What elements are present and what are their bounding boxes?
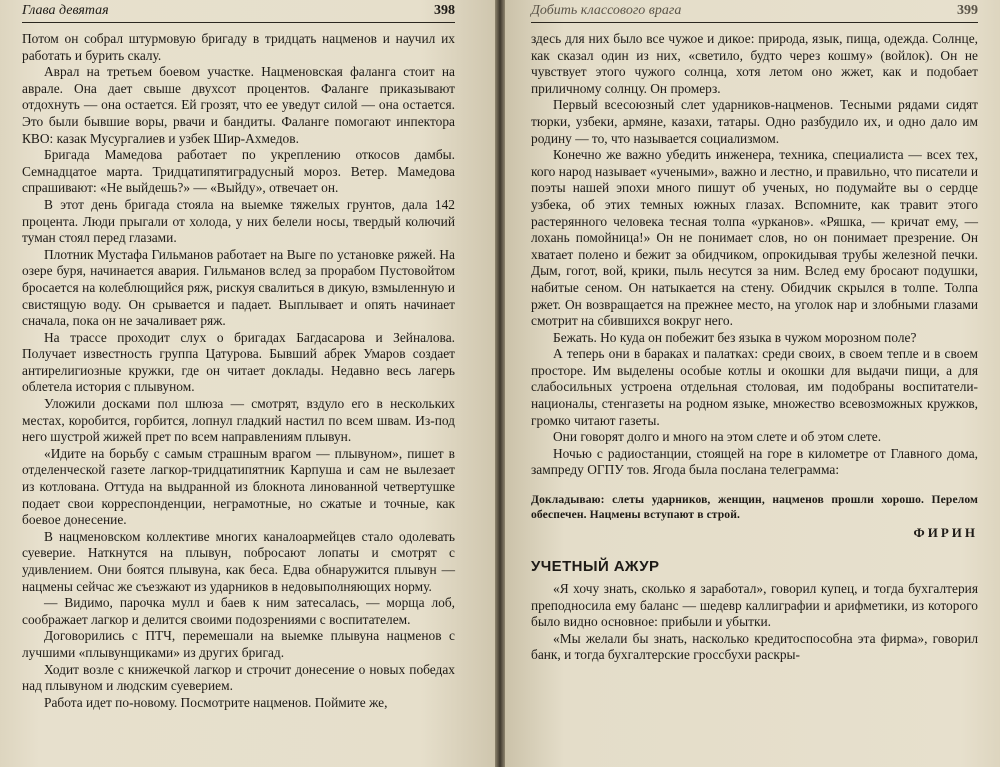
paragraph: Конечно же важно убедить инженера, техника, специалиста — всех тех, кого народ называет «учеными», важно и лестно, и правильно, что писатели и поэты нашей эпохи много пишут об ученых, но подумайте вы о сердце узбека, об этих темных южных глазах. Вспомните, как травит этого растерянного человека тесная толпа «урканов». «Ряшка, — кричат ему, — лохань помойница!» Он не понимает слов, но он понимает презрение. Он хватает полено и бежит за обидчиком, опрокидывая трубы железной печки. Дым, гогот, вой, крики, пыль несутся за ним. Вслед ему бросают подушки, набитые сеном. Он натыкается на стену. Обидчик скрылся в толпе. Толпа ржет. Он возвращается на прежнее место, на уголок нар и злобными глазами смотрит на сбившихся вокруг него. [531,147,978,329]
paragraph: «Идите на борьбу с самым страшным врагом — плывуном», пишет в отделенческой газете лагкор-тридцатипятник Карпуша и сам не вылезает из котлована. Оттуда на выдранной из блокнота линованной четвертушке подает свои корреспонденции, неграмотные, но сжатые и точные, как боевое донесение. [22,445,455,528]
right-body-text [531,31,978,664]
left-body-text [22,31,455,711]
paragraph: Первый всесоюзный слет ударников-нацменов. Тесными рядами сидят тюрки, узбеки, армяне, казахи, татары. Одно разбудило их, и одно дало им родину — то, что называется социализмом. [531,97,978,146]
book-gutter [495,0,505,767]
paragraph: Они говорят долго и много на этом слете и об этом слете. [553,429,882,445]
paragraph: здесь для них было все чужое и дикое: природа, язык, пища, одежда. Солнце, как сказал один из них, «светило, будто через кошму» (войлок). Он не чувствует этого чужого солнца, хотя летом оно жжет, как и подобает приличному солнцу. Он промерз. [531,31,978,96]
paragraph: Плотник Мустафа Гильманов работает на Выге по установке ряжей. На озере буря, начинается авария. Гильманов вслед за прорабом Пустовойтом бросается на колеблющийся ряж, рискуя свалиться в дикую, взмыленную и свистящую воду. Он срывается и падает. Выплывает и опять начинает сначала, пока он не зачаливает ряж. [22,246,455,329]
paragraph: В этот день бригада стояла на выемке тяжелых грунтов, дала 142 процента. Люди прыгали от холода, у них белели носы, твердый колючий туман стоял перед глазами. [22,196,455,246]
paragraph: «Мы желали бы знать, насколько кредитоспособна эта фирма», говорил банк, и тогда бухгалтерские гроссбухи раскры- [531,630,978,663]
paragraph: Ходит возле с книжечкой лагкор и строчит донесение о новых победах над плывуном и людским суеверием. [22,661,455,694]
paragraph: Потом он собрал штурмовую бригаду в тридцать нацменов и научил их работать и бурить скалу. [22,31,455,63]
section-title: УЧЕТНЫЙ АЖУР [531,558,660,576]
paragraph: Бежать. Но куда он побежит без языка в чужом морозном поле? [553,329,917,345]
paragraph: Бригада Мамедова работает по укреплению откосов дамбы. Семнадцатое марта. Тридцатипятиградусный мороз. Ветер. Мамедова спрашивают: «Не выйдешь?» — «Выйду», отвечает он. [22,147,455,196]
paragraph: На трассе проходит слух о бригадах Багдасарова и Зейналова. Получает известность группа Цатурова. Бывший абрек Умаров создает антирелигиозные кружки, где он читает доклады. Недавно весь лагерь облетела история с плывуном. [22,329,455,395]
signature: ФИРИН [913,525,978,541]
page-number: 399 [957,3,978,18]
paragraph: Уложили досками пол шлюза — смотрят, вздуло его в нескольких местах, коробится, горбится, лопнул гладкий настил по всем швам. Из-под него шустрой жижей прет по всем направлениям плывун. [22,396,455,445]
running-header-title: Добить классового врага [531,3,682,18]
page-number: 398 [434,3,455,18]
paragraph: Договорились с ПТЧ, перемешали на выемке плывуна нацменов с лучшими «плывунщиками» из других бригад. [22,628,455,660]
telegram-text: Докладываю: слеты ударников, женщин, нацменов прошли хорошо. Перелом обеспечен. Нацмены вступают в строй. [531,493,978,521]
paragraph: Аврал на третьем боевом участке. Нацменовская фаланга стоит на аврале. Она дает свыше двухсот процентов. Фаланге приказывают отдохнуть — она остается. Ей грозят, что ее уведут силой — она остается. Это были бывшие воры, рвачи и бандиты. Фаланге помогают инпектора КВО: казак Мусургалиев и узбек Шир-Ахмедов. [22,64,455,146]
paragraph: Ночью с радиостанции, стоящей на горе в километре от Главного дома, зампреду ОГПУ тов. Ягода была послана телеграмма: [531,445,978,478]
paragraph: А теперь они в бараках и палатках: среди своих, в своем тепле и в своем просторе. Им выделены особые котлы и окошки для выдачи пищи, а для слабосильных устроена отдельная столовая, им подобраны воспитатели-националы, стенгазеты на родном языке, множество всевозможных кружков, громко читают газеты. [531,346,978,428]
right-page [505,0,1000,767]
paragraph: — Видимо, парочка мулл и баев к ним затесалась, — морща лоб, соображает лагкор и делится своими подозрениями с воспитателем. [22,595,455,627]
paragraph: Работа идет по-новому. Посмотрите нацменов. Поймите же, [44,694,388,710]
running-header [22,0,455,23]
chapter-header: Глава девятая [22,3,109,18]
left-page [0,0,495,767]
paragraph: «Я хочу знать, сколько я заработал», говорил купец, и тогда бухгалтерия преподносила ему баланс — шедевр каллиграфии и арифметики, из которого было видно основное: прибыли и убытки. [531,581,978,630]
running-header [531,0,978,23]
paragraph: В нацменовском коллективе многих каналоармейцев стало одолевать суеверие. Наткнутся на плывун, побросают лопаты и смотрят с удивлением. Они боятся плывуна, как беса. Едва обнаружится плывун — нацмены сейчас же съезжают из ударников в недовыполняющих норму. [22,528,455,594]
